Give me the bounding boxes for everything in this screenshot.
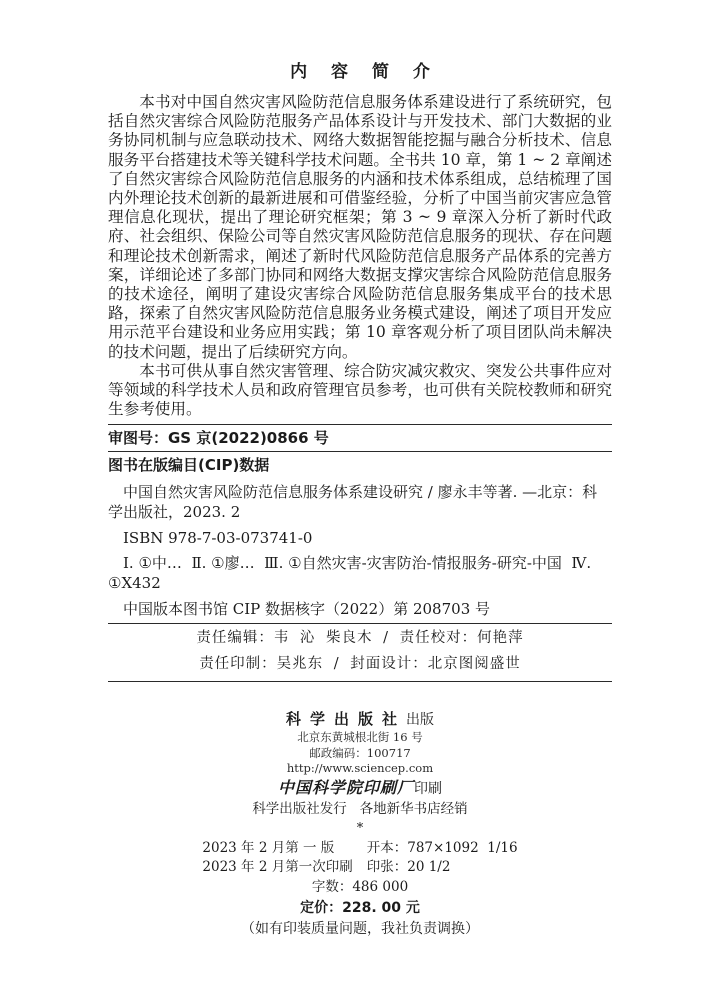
publisher-website: http://www.sciencep.com xyxy=(286,761,434,776)
edition-info xyxy=(202,839,517,878)
summary-paragraph: 本书可供从事自然灾害管理、综合防灾减灾救灾、突发公共事件应对等领域的科学技术人员和政府管理官员参考，也可供有关院校教师和研究生参考使用。 xyxy=(108,361,612,419)
separator-asterisk: * xyxy=(356,820,364,836)
printer-line xyxy=(0,777,720,799)
cip-isbn: ISBN 978-7-03-073741-0 xyxy=(123,529,313,548)
staff-editors: 责任编辑：韦 沁 柴良木 / 责任校对：何艳萍 xyxy=(196,630,524,647)
book-format: 开本：787×1092 1/16 xyxy=(366,839,518,856)
divider xyxy=(108,623,612,624)
cip-bibliographic-entry: 中国自然灾害风险防范信息服务体系建设研究 / 廖永丰等著. —北京：科学出版社，2023. 2 xyxy=(108,483,598,522)
quality-note: （如有印装质量问题，我社负责调换） xyxy=(241,920,479,937)
publisher-role: 出版 xyxy=(406,712,434,729)
publisher-line xyxy=(0,708,720,730)
cip-record-number: 中国版本图书馆 CIP 数据核字（2022）第 208703 号 xyxy=(123,600,491,619)
edition-date: 2023 年 2 月第 一 版 xyxy=(202,839,335,856)
print-date: 2023 年 2 月第一次印刷 xyxy=(202,859,353,876)
publisher-address: 北京东黄城根北街 16 号 xyxy=(297,730,423,745)
cip-classification: Ⅰ. ①中… Ⅱ. ①廖… Ⅲ. ①自然灾害-灾害防治-情报服务-研究-中国 Ⅳ. ①X432 xyxy=(108,554,596,592)
divider xyxy=(108,681,612,682)
publisher-logo: 科学出版社 xyxy=(285,710,406,729)
staff-production: 责任印制：吴兆东 / 封面设计：北京图阅盛世 xyxy=(199,656,521,673)
distribution-line: 科学出版社发行 各地新华书店经销 xyxy=(252,800,468,817)
summary-paragraph: 本书对中国自然灾害风险防范信息服务体系建设进行了系统研究，包括自然灾害综合风险防范服务产品体系设计与开发技术、部门大数据的业务协同机制与应急联动技术、网络大数据智能挖掘与融合分析技术、信息服务平台搭建技术等关键科学技术问题。全书共 10 章，第 1 ~ 2 章阐述了自然灾害综合风险防范信息服务的内涵和技术体系组成，总结梳理了国内外理论技术创新的最新进展和可借鉴经验，分析了中国当前灾害应急管理信息化现状，提出了理论研究框架；第 3 ~ 9 章深入分析了新时代政府、社会组织、保险公司等自然灾害风险防范信息服务的现状、存在问题和理论技术创新需求，阐述了新时代风险防范信息服务产品体系的完善方案，详细论述了多部门协同和网络大数据支撑灾害综合风险防范信息服务的技术途径，阐明了建设灾害综合风险防范信息服务集成平台的技术思路，探索了自然灾害风险防范信息服务业务模式建设，阐述了项目开发应用示范平台建设和业务应用实践；第 10 章客观分析了项目团队尚未解决的技术问题，提出了后续研究方向。 xyxy=(108,93,612,361)
printed-sheets: 印张：20 1/2 xyxy=(366,859,451,876)
printer-role: 印刷 xyxy=(414,780,442,797)
printer-logo: 中国科学院印刷厂 xyxy=(277,777,414,797)
map-review-number: 审图号：GS 京(2022)0866 号 xyxy=(108,429,329,448)
cip-heading: 图书在版编目(CIP)数据 xyxy=(108,456,270,475)
word-count: 字数：486 000 xyxy=(311,878,409,895)
summary-body xyxy=(108,93,612,419)
summary-title: 内 容 简 介 xyxy=(290,62,439,82)
publisher-postcode: 邮政编码：100717 xyxy=(309,745,411,760)
divider xyxy=(108,451,612,452)
price: 定价：228. 00 元 xyxy=(300,899,420,916)
